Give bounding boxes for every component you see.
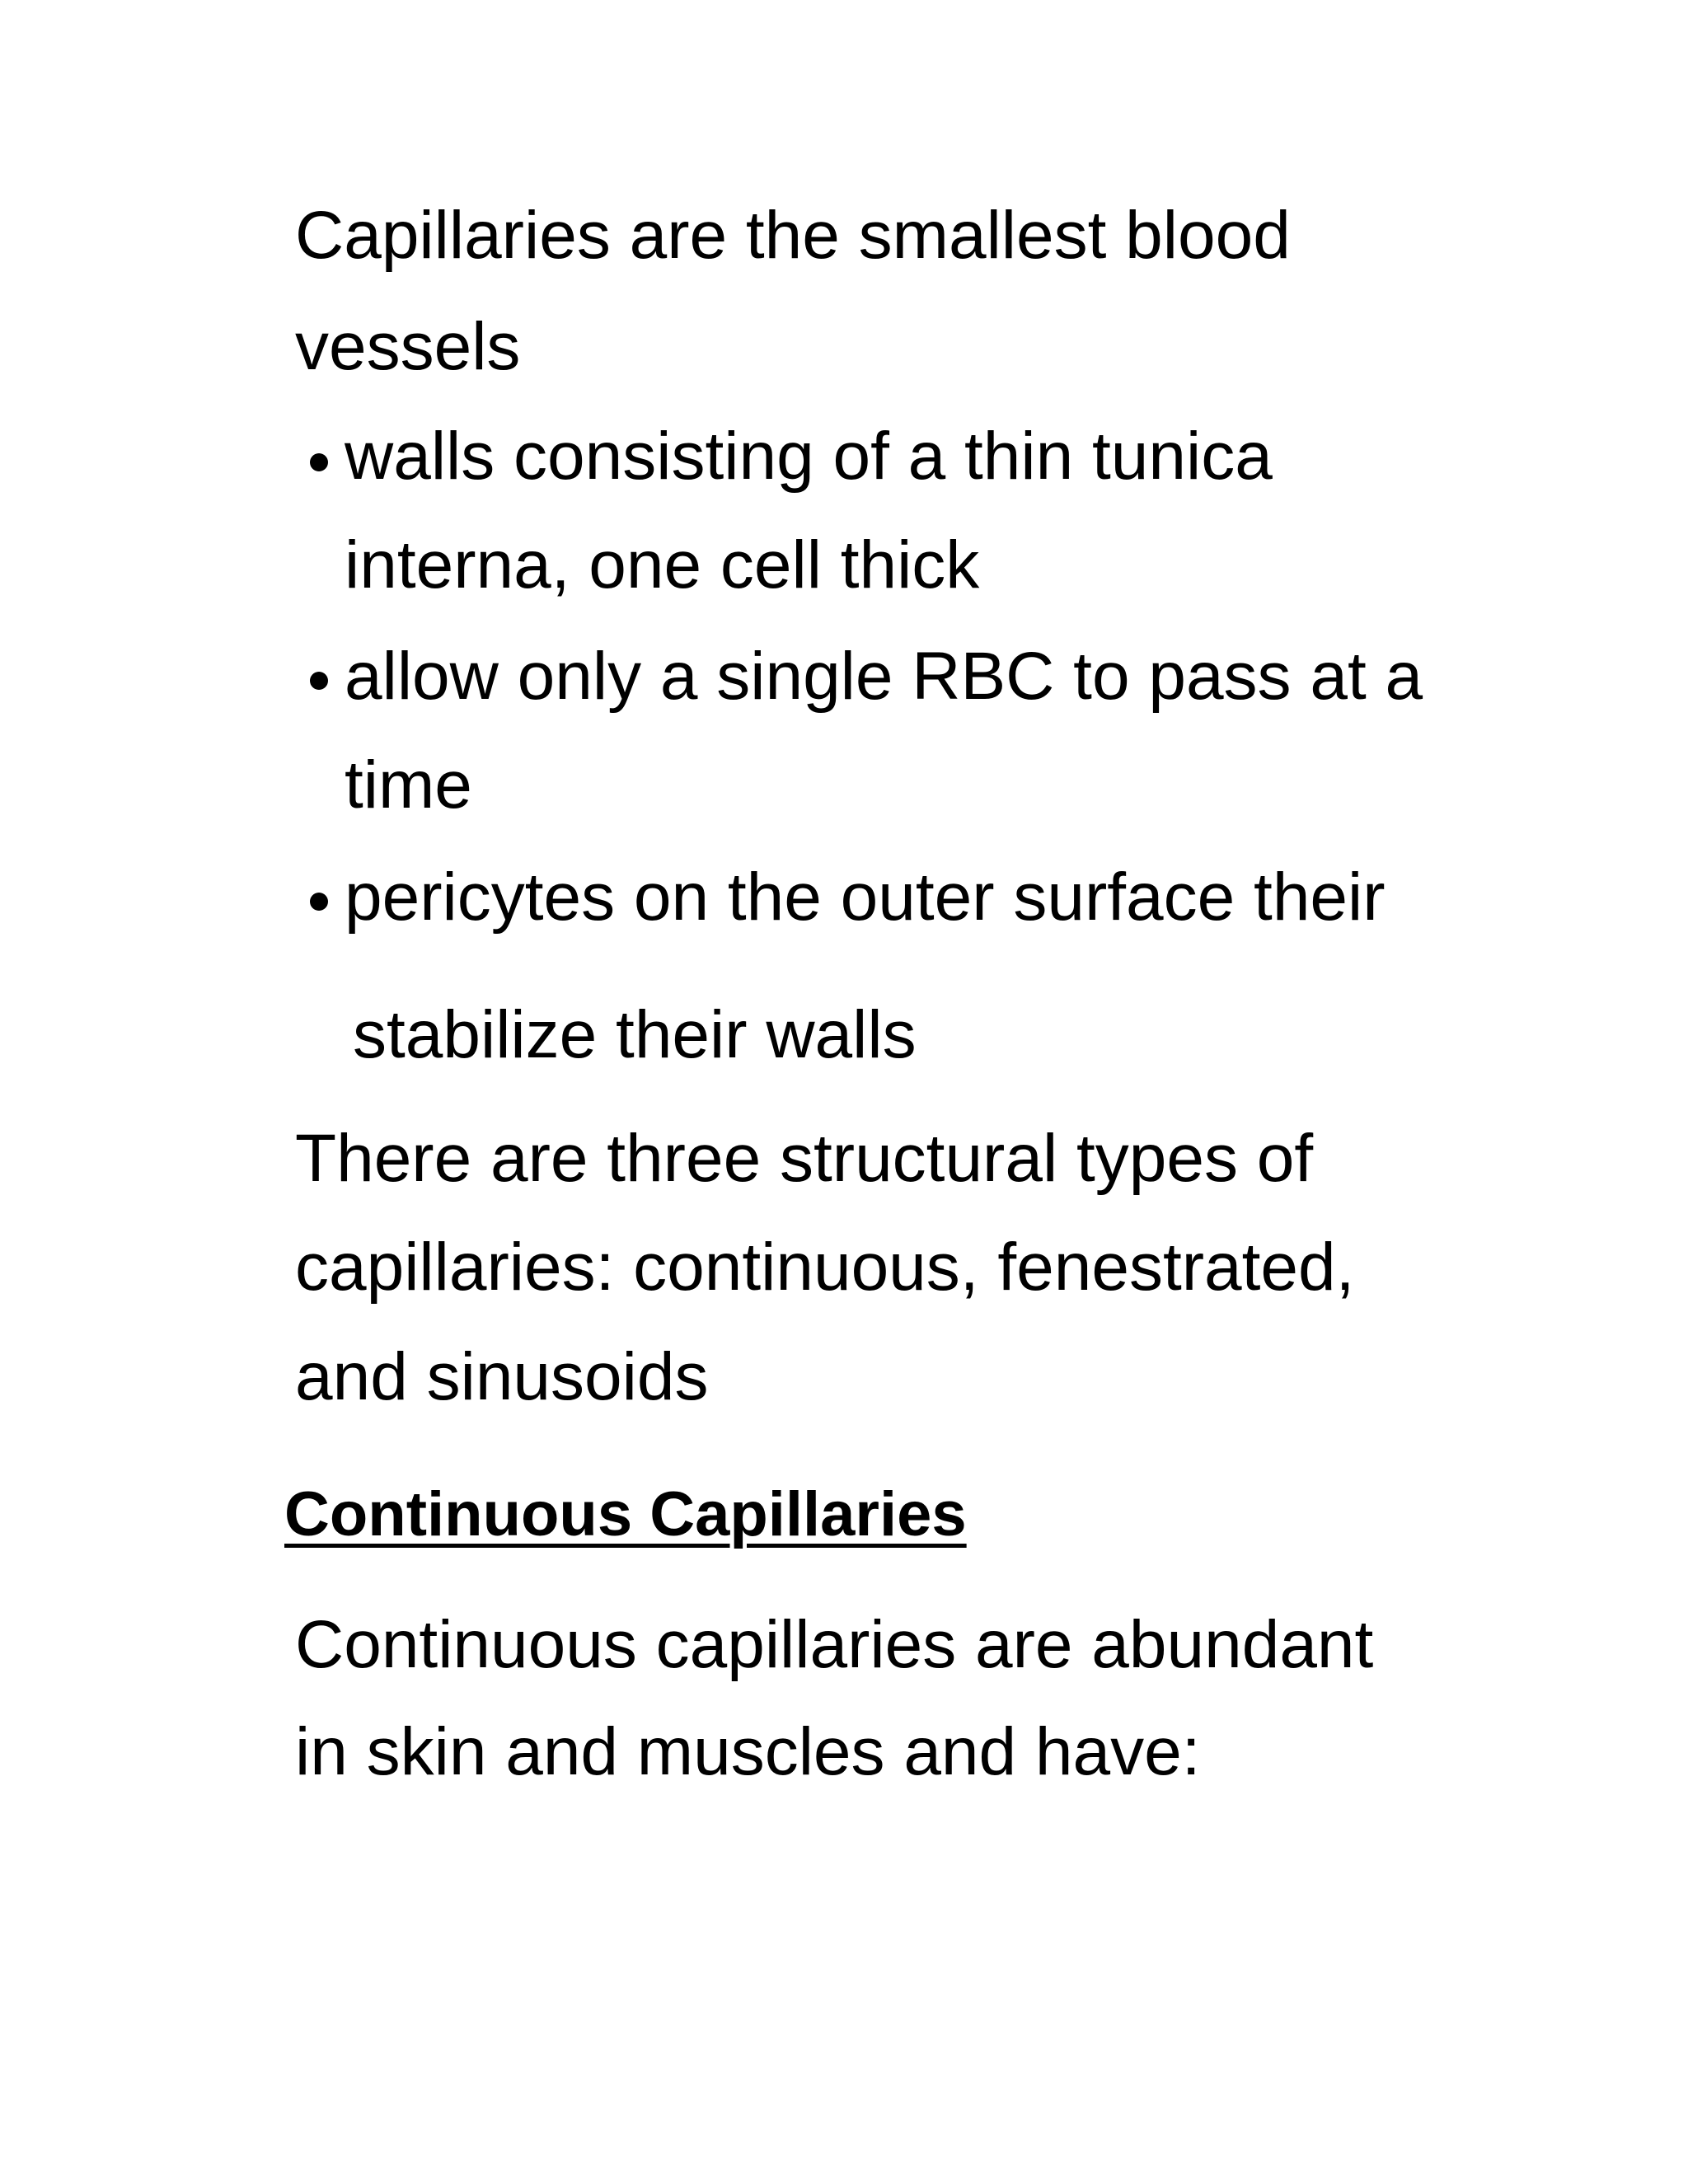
- bullet-3-line-1: pericytes on the outer surface their: [345, 860, 1386, 935]
- intro-line-1: Capillaries are the smallest blood: [295, 198, 1291, 273]
- bullet-icon: [310, 453, 328, 471]
- section-heading: Continuous Capillaries: [284, 1479, 967, 1549]
- section-line-2: in skin and muscles and have:: [295, 1714, 1201, 1789]
- bullet-icon: [310, 893, 328, 911]
- bullet-1-line-2: interna, one cell thick: [345, 527, 980, 602]
- section-line-1: Continuous capillaries are abundant: [295, 1607, 1374, 1682]
- bullet-1-line-1: walls consisting of a thin tunica: [345, 419, 1273, 494]
- intro-line-2: vessels: [295, 309, 521, 384]
- bullet-icon: [310, 672, 328, 690]
- types-line-1: There are three structural types of: [295, 1121, 1314, 1196]
- types-line-2: capillaries: continuous, fenestrated,: [295, 1230, 1355, 1305]
- bullet-3-line-2: stabilize their walls: [353, 997, 917, 1072]
- types-line-3: and sinusoids: [295, 1339, 709, 1414]
- bullet-2-line-1: allow only a single RBC to pass at a: [345, 639, 1423, 714]
- bullet-2-line-2: time: [345, 748, 472, 823]
